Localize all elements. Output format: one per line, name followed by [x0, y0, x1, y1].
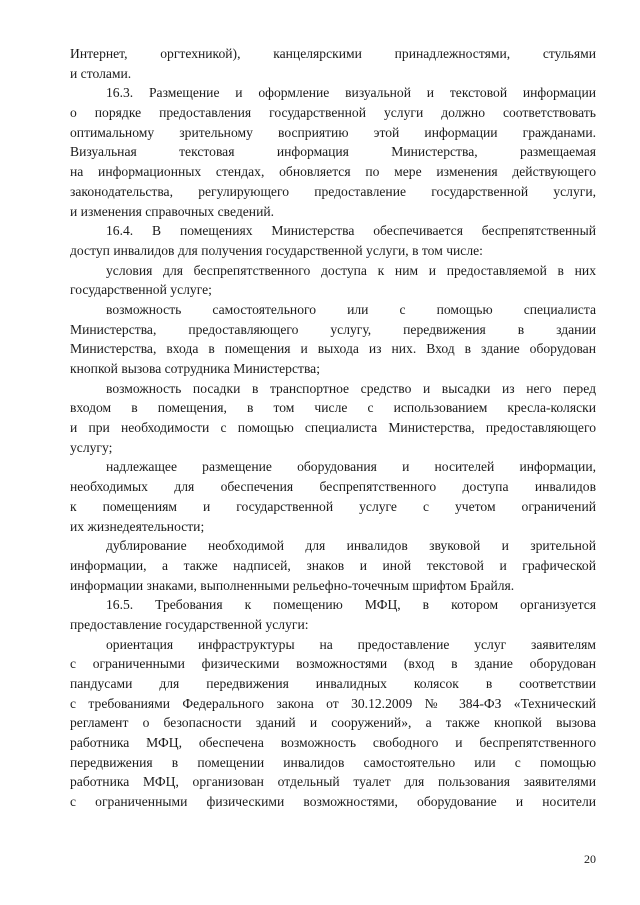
text-line: к помещениям и государственной услуге с учетом ограничений	[70, 498, 596, 514]
text-line: о порядке предоставления государственной услуги должно соответствовать	[70, 105, 596, 121]
text-line: работника МФЦ, обеспечена возможность свободного и беспрепятственного	[70, 735, 596, 751]
text-line: Министерства, входа в помещения и выхода из них. Вход в здание оборудован	[70, 341, 596, 357]
text-line: 16.3. Размещение и оформление визуальной и текстовой информации	[106, 85, 596, 101]
text-line: необходимых для обеспечения беспрепятственного доступа инвалидов	[70, 479, 596, 495]
text-line: 16.5. Требования к помещению МФЦ, в котором организуется	[106, 597, 596, 613]
text-line: возможность самостоятельного или с помощью специалиста	[106, 301, 596, 317]
text-line: дублирование необходимой для инвалидов звуковой и зрительной	[106, 538, 596, 554]
text-line: передвижения в помещении инвалидов самостоятельно или с помощью	[70, 754, 596, 770]
page-number: 20	[584, 852, 596, 866]
text-line: государственной услуге;	[70, 282, 212, 298]
text-line: 16.4. В помещениях Министерства обеспечивается беспрепятственный	[106, 223, 596, 239]
text-line: на информационных стендах, обновляется по мере изменения действующего	[70, 164, 596, 180]
text-line: Визуальная текстовая информация Министерства, размещаемая	[70, 144, 596, 160]
text-line: информации, а также надписей, знаков и иной текстовой и графической	[70, 557, 596, 573]
text-line: и столами.	[70, 65, 132, 81]
text-line: с ограниченными физическими возможностями, оборудование и носители	[70, 794, 596, 810]
text-line: регламент о безопасности зданий и сооружений», а также кнопкой вызова	[70, 715, 596, 731]
text-line: надлежащее размещение оборудования и носителей информации,	[106, 459, 596, 475]
text-line: доступ инвалидов для получения государственной услуги, в том числе:	[70, 242, 483, 258]
text-line: Интернет, оргтехникой), канцелярскими принадлежностями, стульями	[70, 46, 596, 61]
text-line: и при необходимости с помощью специалиста Министерства, предоставляющего	[70, 420, 596, 436]
text-line: предоставление государственной услуги:	[70, 616, 309, 632]
text-line: пандусами для передвижения инвалидных колясок в соответствии	[70, 676, 596, 691]
text-line: работника МФЦ, организован отдельный туалет для пользования заявителями	[70, 774, 596, 790]
text-line: входом в помещения, в том числе с использованием кресла-коляски	[70, 400, 596, 416]
text-line: возможность посадки в транспортное средство и высадки из него перед	[106, 380, 596, 396]
text-line: ориентация инфраструктуры на предоставление услуг заявителям	[106, 636, 596, 652]
text-line: с ограниченными физическими возможностями (вход в здание оборудован	[70, 656, 596, 672]
text-line: Министерства, предоставляющего услугу, передвижения в здании	[70, 321, 596, 337]
text-line: кнопкой вызова сотрудника Министерства;	[70, 361, 320, 376]
body-text	[70, 44, 596, 812]
text-line: законодательства, регулирующего предоставление государственной услуги,	[70, 183, 596, 199]
text-line: услугу;	[70, 439, 113, 455]
text-line: оптимальному зрительному восприятию этой информации гражданами.	[70, 124, 596, 140]
text-line: их жизнедеятельности;	[70, 518, 205, 534]
text-line: условия для беспрепятственного доступа к ним и предоставляемой в них	[106, 262, 596, 278]
text-line: информации знаками, выполненными рельефно-точечным шрифтом Брайля.	[70, 577, 515, 593]
text-line: и изменения справочных сведений.	[70, 203, 275, 219]
text-line: с требованиями Федерального закона от 30.12.2009 № 384-ФЗ «Технический	[70, 695, 596, 711]
